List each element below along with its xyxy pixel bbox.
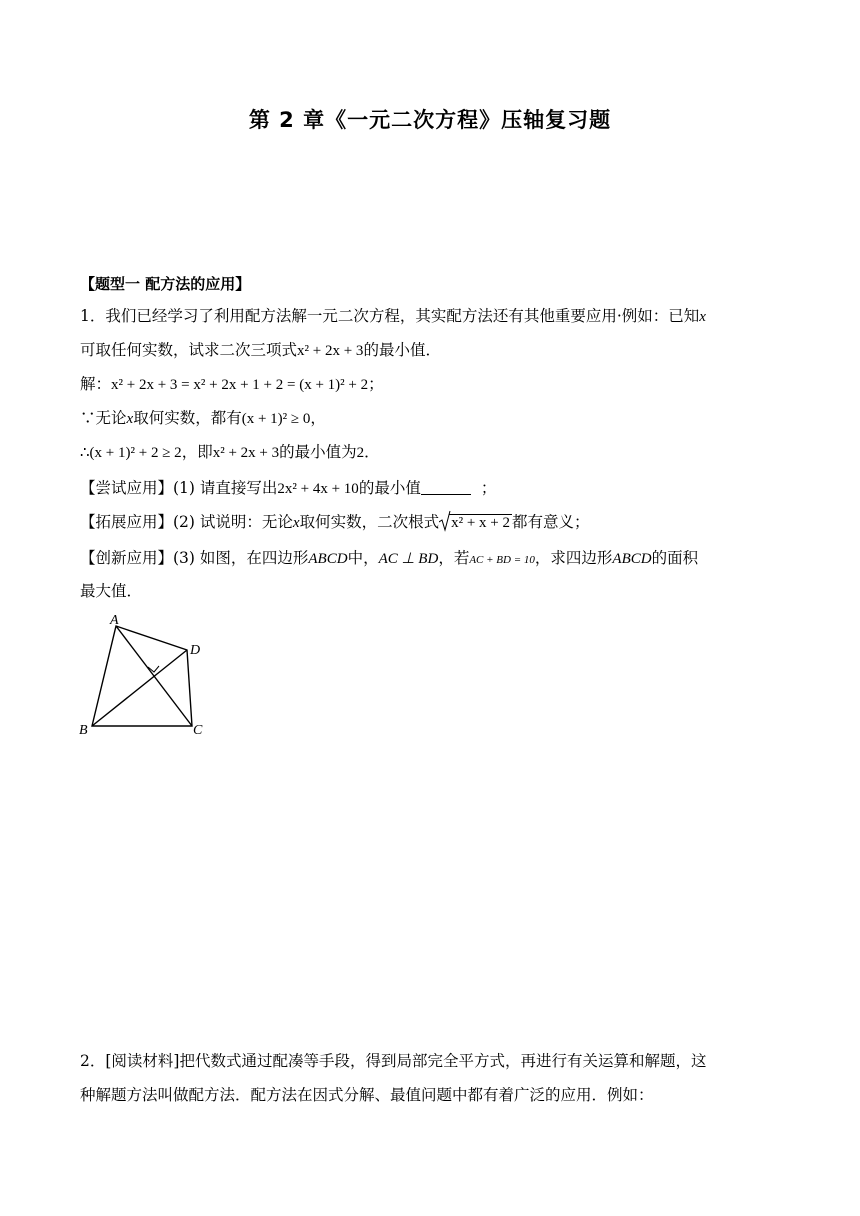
sqrt-icon xyxy=(439,510,451,532)
q1-because xyxy=(80,408,326,429)
q1-text: ，即 xyxy=(181,443,213,461)
q1-text: 的最小值． xyxy=(363,341,441,359)
q1-solution xyxy=(80,374,384,395)
label-a: A xyxy=(110,613,119,628)
q1-innovate xyxy=(80,548,698,570)
var-x: x xyxy=(126,411,134,427)
diagonal-bd xyxy=(92,650,187,726)
math-expr: (x + 1)² ≥ 0 xyxy=(241,411,311,427)
q1-text: 1．我们已经学习了利用配方法解一元二次方程，其实配方法还有其他重要应用·例如：已知 xyxy=(80,307,700,325)
q1-try xyxy=(80,478,496,499)
quadrilateral-figure xyxy=(72,610,212,740)
label-c: C xyxy=(193,723,203,738)
q1-text: 的最小值为 xyxy=(279,443,357,461)
shape-name: ABCD xyxy=(308,551,348,567)
quadrilateral-abcd xyxy=(92,626,192,726)
punct: ． xyxy=(364,443,380,461)
q1-text: ∵无论 xyxy=(80,409,127,427)
q1-therefore xyxy=(80,442,380,463)
q2-line-2: 种解题方法叫做配方法．配方法在因式分解、最值问题中都有着广泛的应用．例如： xyxy=(80,1086,654,1104)
q1-extend xyxy=(80,512,590,533)
math-expr: x² + 2x + 3 = x² + 2x + 1 + 2 = (x + 1)² + 2 xyxy=(111,377,369,393)
solution-label: 解： xyxy=(80,375,112,393)
q1-line-2 xyxy=(80,340,441,361)
q1-text: 都有意义； xyxy=(512,513,590,531)
punct: ， xyxy=(310,409,326,427)
q1-text: 中， xyxy=(347,549,379,567)
page-title: 第 2 章《一元二次方程》压轴复习题 xyxy=(248,108,612,132)
math-expr: AC + BD = 10 xyxy=(469,554,535,566)
math-expr: x² + 2x + 3 xyxy=(212,445,280,461)
q1-text: 的面积 xyxy=(651,549,699,567)
punct: ； xyxy=(368,375,384,393)
q1-text: 【尝试应用】(1) 请直接写出 xyxy=(80,479,278,497)
q1-text: 取何实数，都有 xyxy=(133,409,242,427)
q1-text: 的最小值 xyxy=(358,479,421,497)
q1-text: 可取任何实数，试求二次三项式 xyxy=(80,341,298,359)
section-heading: 【题型一 配方法的应用】 xyxy=(80,275,251,293)
math-value: 2 xyxy=(356,445,365,461)
q1-text: 取何实数，二次根式 xyxy=(299,513,440,531)
math-expr: x² + 2x + 3 xyxy=(297,343,364,359)
q1-line-1 xyxy=(80,306,706,327)
math-expr: AC ⊥ BD xyxy=(378,551,439,567)
label-b: B xyxy=(79,723,88,738)
q2-line-1: 2．[阅读材料]把代数式通过配凑等手段，得到局部完全平方式，再进行有关运算和解题，这 xyxy=(80,1052,707,1070)
punct: ； xyxy=(480,479,497,497)
math-expr: ∴(x + 1)² + 2 ≥ 2 xyxy=(80,445,182,461)
q1-text: 【拓展应用】(2) 试说明：无论 xyxy=(80,513,293,531)
shape-name: ABCD xyxy=(612,551,652,567)
sqrt-expr xyxy=(439,512,512,533)
var-x: x xyxy=(292,515,300,531)
math-expr: 2x² + 4x + 10 xyxy=(277,481,359,497)
q1-text: ，求四边形 xyxy=(534,549,613,567)
answer-blank[interactable] xyxy=(421,480,471,495)
math-expr: x² + x + 2 xyxy=(451,515,510,531)
var-x: x xyxy=(699,309,706,325)
q1-innovate-line-2: 最大值． xyxy=(80,582,143,600)
q1-text: 【创新应用】(3) 如图，在四边形 xyxy=(80,549,309,567)
label-d: D xyxy=(190,643,201,658)
q1-text: ，若 xyxy=(438,549,470,567)
